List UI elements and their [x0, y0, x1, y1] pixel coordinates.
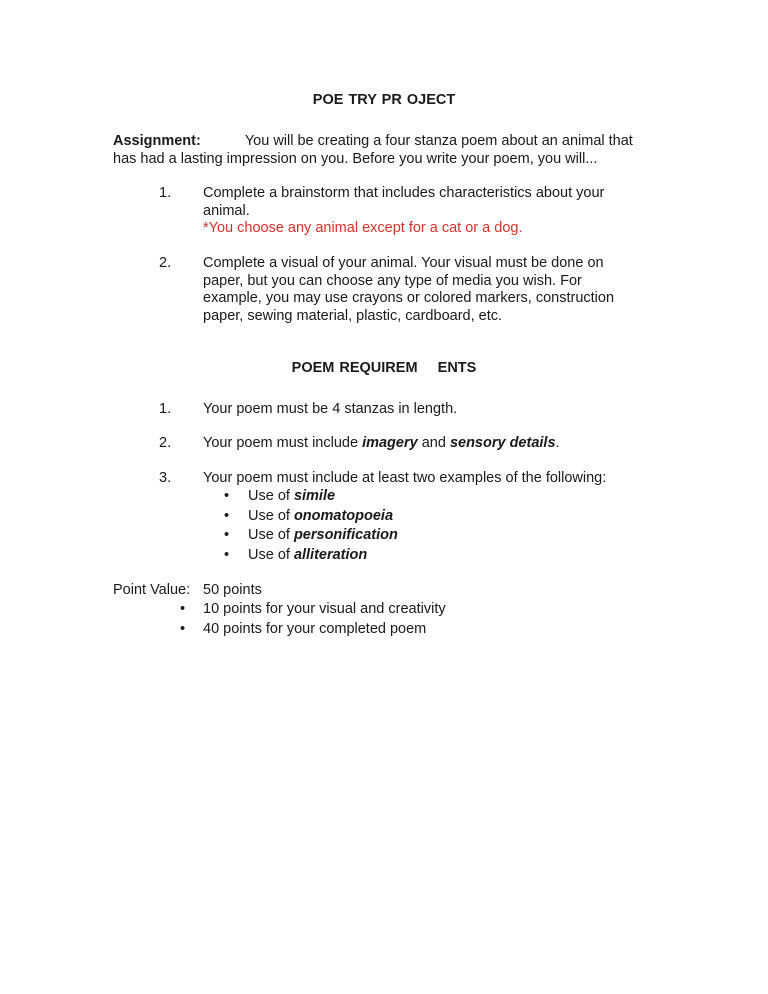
step-2-line2: paper, but you can choose any type of media you wish. For	[203, 272, 582, 289]
requirement-2-mid: and	[417, 435, 450, 451]
requirement-1-text: Your poem must be 4 stanzas in length.	[203, 401, 458, 417]
bullet-icon: •	[180, 601, 186, 617]
point-value-total: 50 points	[203, 582, 262, 598]
requirement-2-text	[203, 435, 643, 453]
requirements-title: POEM REQUIREM ENTS	[291, 360, 477, 376]
bullet-icon: •	[224, 527, 230, 543]
requirement-2-pre: Your poem must include	[203, 435, 363, 451]
page-title: POE TRY PR OJECT	[312, 92, 456, 108]
step-1-line2: animal.	[203, 202, 250, 219]
requirement-2-number: 2.	[159, 435, 172, 451]
device-item: Use of simile	[248, 488, 336, 504]
step-2-line1: Complete a visual of your animal. Your visual must be done on	[203, 255, 604, 271]
bullet-icon: •	[224, 488, 230, 504]
assignment-text-line2: has had a lasting impression on you. Before you write your poem, you will...	[113, 151, 598, 167]
step-1-line1: Complete a brainstorm that includes characteristics about your	[203, 185, 605, 201]
requirement-3-text: Your poem must include at least two examples of the following:	[203, 470, 607, 486]
step-2-text	[203, 255, 643, 325]
point-value-label: Point Value:	[113, 582, 191, 598]
step-2-line4: paper, sewing material, plastic, cardboard, etc.	[203, 307, 503, 324]
requirement-2-imagery: imagery	[362, 435, 418, 451]
step-1-note: *You choose any animal except for a cat or a dog.	[203, 220, 523, 236]
requirement-2-post: .	[555, 435, 560, 451]
requirement-2-sensory: sensory details	[449, 435, 556, 451]
requirement-1-number: 1.	[159, 401, 172, 417]
device-item: Use of alliteration	[248, 547, 368, 563]
step-1-text	[203, 185, 643, 238]
point-item-visual: 10 points for your visual and creativity	[203, 601, 446, 617]
bullet-icon: •	[224, 508, 230, 524]
requirement-3-number: 3.	[159, 470, 172, 486]
step-2-number: 2.	[159, 255, 172, 271]
assignment-paragraph	[113, 132, 673, 168]
step-2-line3: example, you may use crayons or colored markers, construction	[203, 290, 615, 306]
bullet-icon: •	[180, 621, 186, 637]
point-item-poem: 40 points for your completed poem	[203, 621, 427, 637]
bullet-icon: •	[224, 547, 230, 563]
device-item: Use of personification	[248, 527, 398, 543]
assignment-text-line1: You will be creating a four stanza poem about an animal that	[244, 133, 633, 149]
assignment-label: Assignment:	[113, 133, 201, 149]
device-item: Use of onomatopoeia	[248, 508, 394, 524]
step-1-number: 1.	[159, 185, 172, 201]
